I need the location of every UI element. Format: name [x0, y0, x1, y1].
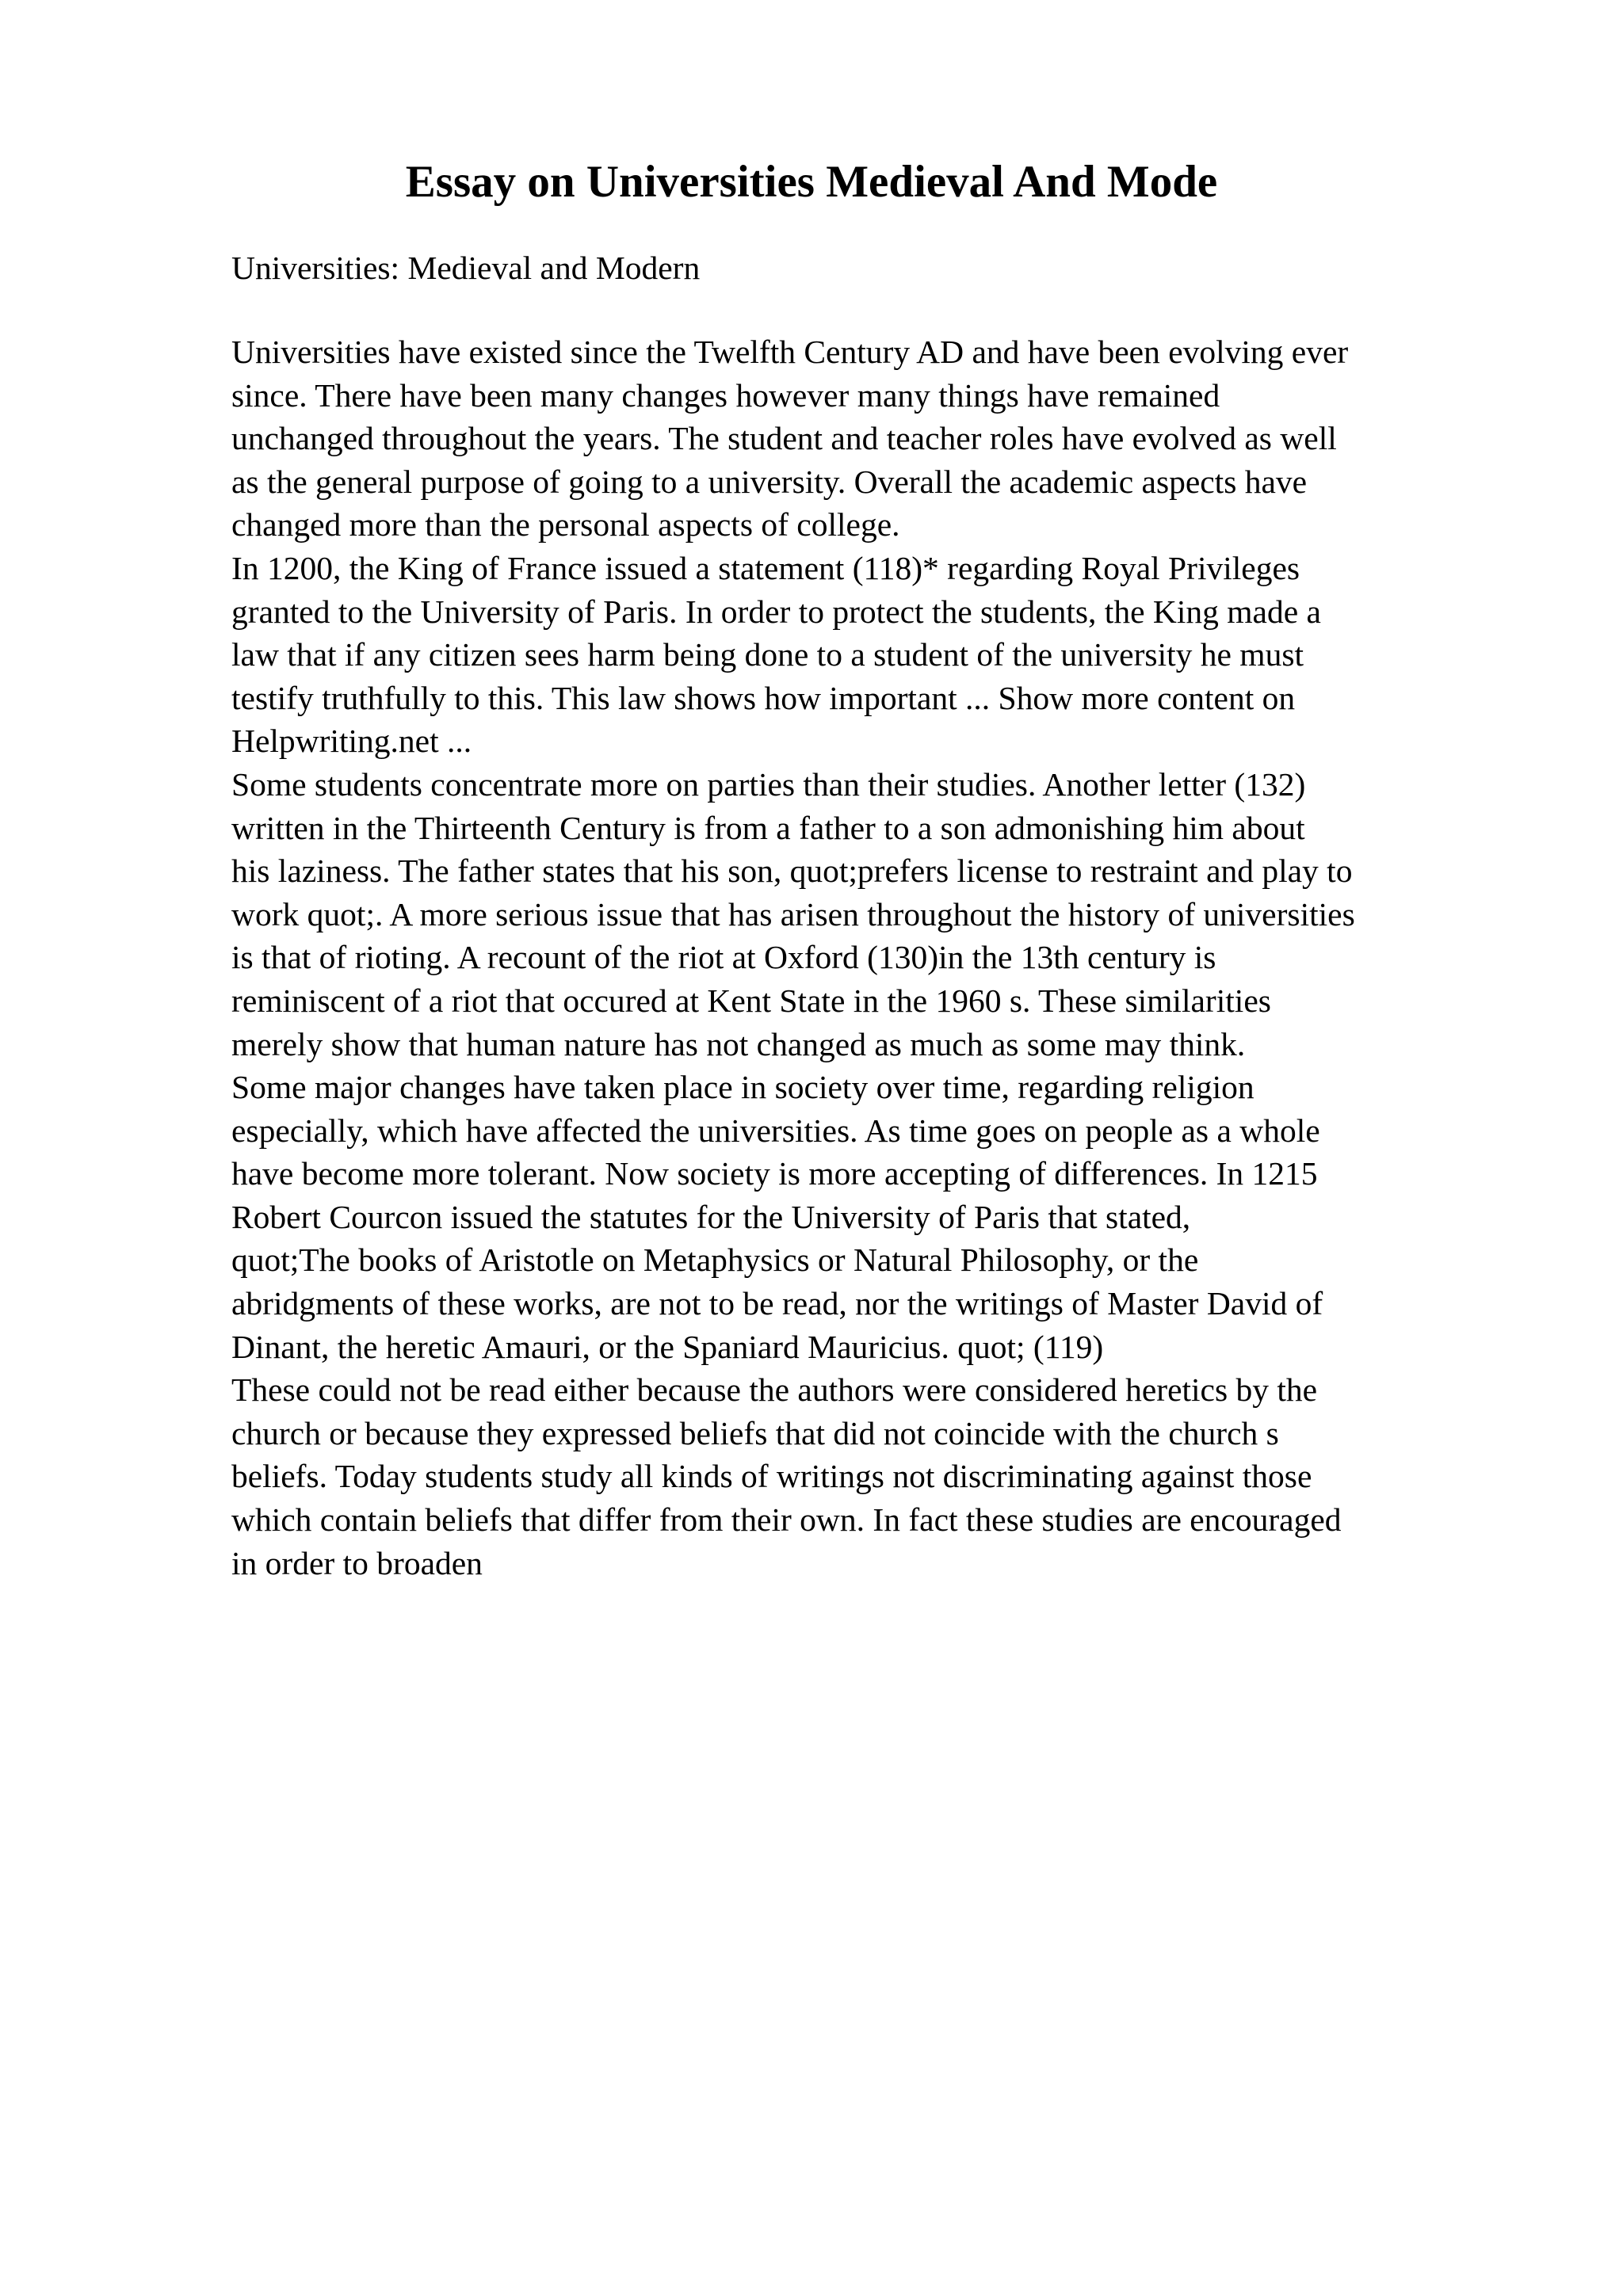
body-text-line: written in the Thirteenth Century is from a father to a son admonishing him about [231, 809, 1305, 846]
body-text-line: merely show that human nature has not changed as much as some may think. [231, 1025, 1246, 1062]
body-text-line: quot;The books of Aristotle on Metaphysics or Natural Philosophy, or the [231, 1241, 1199, 1279]
document-subtitle: Universities: Medieval and Modern [231, 250, 701, 286]
body-text-line: Some students concentrate more on parties than their studies. Another letter (132) [231, 765, 1306, 803]
body-text-line: abridgments of these works, are not to be read, nor the writings of Master David of [231, 1285, 1323, 1322]
body-text-line: These could not be read either because the authors were considered heretics by the [231, 1371, 1318, 1409]
body-text-line: In 1200, the King of France issued a statement (118)* regarding Royal Privileges [231, 549, 1300, 586]
body-text-line: beliefs. Today students study all kinds of writings not discriminating against those [231, 1458, 1312, 1495]
body-text-line: testify truthfully to this. This law shows how important ... Show more content on [231, 679, 1296, 716]
body-text-line: Universities have existed since the Twelfth Century AD and have been evolving ever [231, 334, 1349, 370]
body-text-line: church or because they expressed beliefs that did not coincide with the church s [231, 1414, 1279, 1451]
body-text-line: his laziness. The father states that his son, quot;prefers license to restraint and play to [231, 852, 1353, 890]
body-text-line: reminiscent of a riot that occured at Kent State in the 1960 s. These similarities [231, 982, 1271, 1019]
body-text-line: as the general purpose of going to a university. Overall the academic aspects have [231, 463, 1308, 500]
body-text-line: Helpwriting.net ... [231, 723, 472, 760]
body-text-line: law that if any citizen sees harm being done to a student of the university he must [231, 636, 1304, 673]
body-text-line: is that of rioting. A recount of the riot at Oxford (130)in the 13th century is [231, 939, 1216, 976]
essay-body [231, 330, 1355, 1585]
body-text-line: changed more than the personal aspects of college. [231, 506, 900, 543]
body-text-line: Some major changes have taken place in society over time, regarding religion [231, 1069, 1254, 1106]
body-text-line: especially, which have affected the universities. As time goes on people as a whole [231, 1112, 1320, 1149]
body-text-line: Robert Courcon issued the statutes for the University of Paris that stated, [231, 1198, 1191, 1235]
body-text-line: in order to broaden [231, 1544, 483, 1581]
body-text-line: unchanged throughout the years. The student and teacher roles have evolved as well [231, 420, 1337, 457]
body-text-line: granted to the University of Paris. In order to protect the students, the King made a [231, 593, 1321, 630]
body-text-line: which contain beliefs that differ from their own. In fact these studies are encouraged [231, 1501, 1342, 1539]
body-text-line: have become more tolerant. Now society is more accepting of differences. In 1215 [231, 1155, 1318, 1192]
document-title: Essay on Universities Medieval And Mode [405, 157, 1218, 207]
body-text-line: work quot;. A more serious issue that has arisen throughout the history of universities [231, 895, 1355, 933]
body-text-line: Dinant, the heretic Amauri, or the Spaniard Mauricius. quot; (119) [231, 1328, 1104, 1365]
body-text-line: since. There have been many changes however many things have remained [231, 376, 1220, 414]
